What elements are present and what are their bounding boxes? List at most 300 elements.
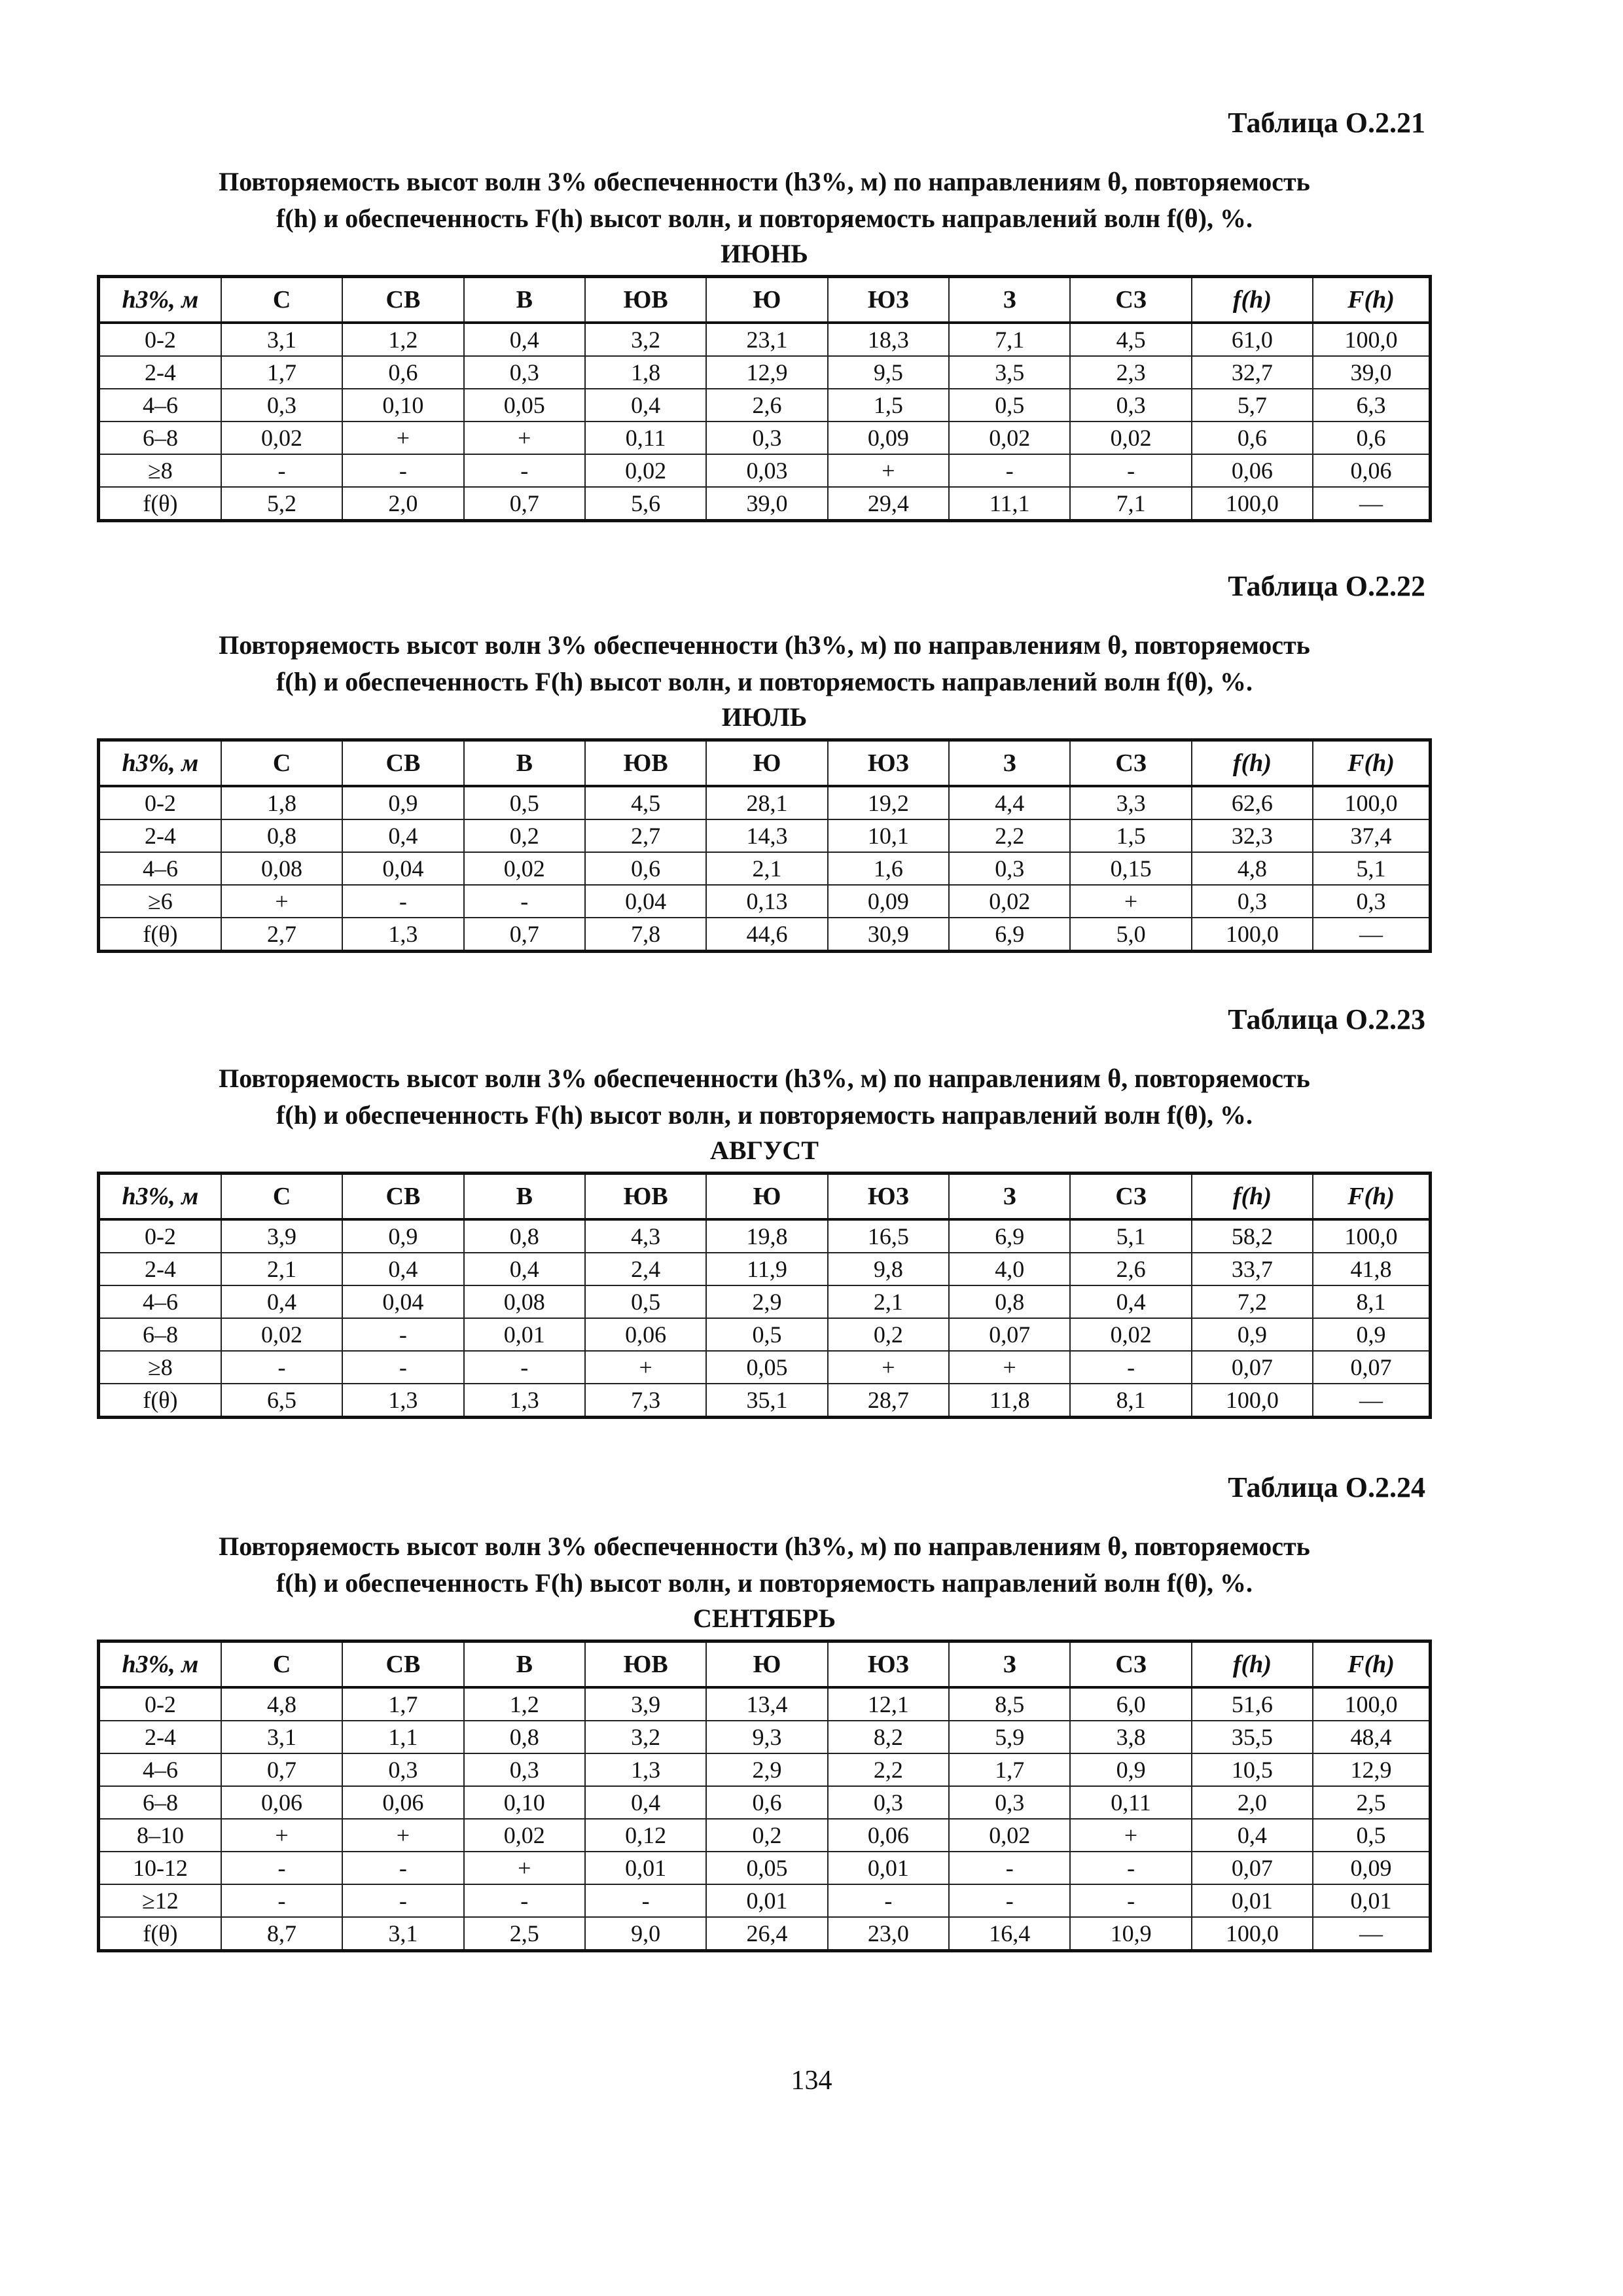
row-header-cell: 2-4: [99, 819, 221, 852]
table-section-june: [97, 105, 1432, 522]
table-cell: 1,7: [221, 356, 342, 389]
table-cell: 0,11: [585, 422, 706, 454]
table-row: [99, 786, 1431, 819]
page-number: 134: [791, 2066, 832, 2096]
row-header-cell: 10-12: [99, 1852, 221, 1884]
table-cell: 3,9: [221, 1219, 342, 1253]
table-cell: 0,02: [949, 885, 1070, 918]
column-header: Ю: [706, 740, 827, 787]
table-row: [99, 1917, 1431, 1951]
table-cell: -: [949, 1884, 1070, 1917]
table-cell: 0,02: [949, 1819, 1070, 1852]
table-cell: 0,9: [342, 1219, 463, 1253]
table-cell: —: [1313, 1384, 1430, 1418]
table-cell: 0,04: [342, 1285, 463, 1318]
table-row: [99, 1384, 1431, 1418]
table-cell: 0,06: [342, 1786, 463, 1819]
table-cell: 100,0: [1313, 1687, 1430, 1721]
table-row: [99, 885, 1431, 918]
column-header: F(h): [1313, 277, 1430, 323]
table-cell: 0,06: [828, 1819, 949, 1852]
table-cell: 7,1: [949, 323, 1070, 356]
table-cell: 5,7: [1192, 389, 1313, 422]
table-cell: 0,9: [1313, 1318, 1430, 1351]
row-header-cell: 0-2: [99, 1687, 221, 1721]
table-cell: 5,1: [1070, 1219, 1191, 1253]
table-title-line1: Повторяемость высот волн 3% обеспеченности (h3%, м) по направлениям θ, повторяемость: [219, 1532, 1310, 1561]
table-title: [97, 1528, 1432, 1602]
table-row: [99, 356, 1431, 389]
table-cell: 3,2: [585, 1721, 706, 1753]
column-header: С: [221, 277, 342, 323]
table-cell: 3,8: [1070, 1721, 1191, 1753]
table-cell: 0,5: [1313, 1819, 1430, 1852]
table-cell: -: [464, 454, 585, 487]
table-number: Таблица О.2.21: [1228, 107, 1425, 139]
table-cell: +: [342, 422, 463, 454]
table-section-september: [97, 1469, 1432, 1952]
column-header: ЮЗ: [828, 740, 949, 787]
table-row: [99, 1219, 1431, 1253]
table-cell: -: [342, 1852, 463, 1884]
table-cell: 0,02: [1070, 422, 1191, 454]
table-row: [99, 918, 1431, 952]
table-cell: 9,5: [828, 356, 949, 389]
table-cell: -: [221, 1852, 342, 1884]
table-cell: 3,3: [1070, 786, 1191, 819]
table-cell: 0,7: [464, 918, 585, 952]
table-cell: 5,9: [949, 1721, 1070, 1753]
table-cell: 5,2: [221, 487, 342, 521]
table-cell: 0,9: [1070, 1753, 1191, 1786]
table-cell: +: [585, 1351, 706, 1384]
table-cell: 0,3: [1192, 885, 1313, 918]
table-cell: 1,7: [342, 1687, 463, 1721]
table-cell: 8,2: [828, 1721, 949, 1753]
wave-table: [97, 1172, 1432, 1419]
table-cell: -: [221, 1351, 342, 1384]
table-cell: 100,0: [1192, 1917, 1313, 1951]
table-cell: 3,1: [221, 323, 342, 356]
table-cell: 2,1: [828, 1285, 949, 1318]
month-heading: СЕНТЯБРЬ: [692, 1604, 836, 1633]
table-cell: 4,5: [585, 786, 706, 819]
table-cell: +: [949, 1351, 1070, 1384]
table-cell: 0,02: [221, 422, 342, 454]
table-cell: 0,8: [464, 1219, 585, 1253]
row-header-cell: 2-4: [99, 356, 221, 389]
table-row: [99, 852, 1431, 885]
column-header: СВ: [342, 740, 463, 787]
table-cell: 8,5: [949, 1687, 1070, 1721]
table-cell: 0,07: [1192, 1852, 1313, 1884]
column-header: С: [221, 1641, 342, 1688]
column-header: СЗ: [1070, 1174, 1191, 1220]
wave-table: [97, 275, 1432, 522]
row-header-cell: f(θ): [99, 487, 221, 521]
column-header: СВ: [342, 1641, 463, 1688]
row-header-cell: 6–8: [99, 1318, 221, 1351]
table-cell: 2,3: [1070, 356, 1191, 389]
table-cell: 0,6: [1192, 422, 1313, 454]
table-cell: 8,1: [1070, 1384, 1191, 1418]
table-cell: 4,8: [1192, 852, 1313, 885]
table-cell: 10,1: [828, 819, 949, 852]
table-number: Таблица О.2.23: [1228, 1003, 1425, 1035]
table-cell: -: [1070, 1351, 1191, 1384]
table-cell: 10,5: [1192, 1753, 1313, 1786]
table-cell: —: [1313, 487, 1430, 521]
header-row: [99, 277, 1431, 323]
column-header: В: [464, 1174, 585, 1220]
table-cell: 48,4: [1313, 1721, 1430, 1753]
table-cell: 0,07: [949, 1318, 1070, 1351]
table-cell: 0,09: [828, 422, 949, 454]
table-cell: 13,4: [706, 1687, 827, 1721]
table-cell: -: [464, 1351, 585, 1384]
table-cell: 2,0: [342, 487, 463, 521]
table-cell: 6,9: [949, 918, 1070, 952]
table-cell: 14,3: [706, 819, 827, 852]
table-cell: 4,5: [1070, 323, 1191, 356]
table-cell: 0,3: [464, 1753, 585, 1786]
table-cell: 5,0: [1070, 918, 1191, 952]
column-header: f(h): [1192, 1174, 1313, 1220]
table-cell: 1,3: [342, 918, 463, 952]
table-row: [99, 1721, 1431, 1753]
column-header: СЗ: [1070, 1641, 1191, 1688]
table-cell: 0,4: [342, 1253, 463, 1285]
table-cell: 0,4: [1070, 1285, 1191, 1318]
table-cell: 32,3: [1192, 819, 1313, 852]
table-cell: +: [221, 885, 342, 918]
header-row: [99, 1174, 1431, 1220]
row-header-cell: 0-2: [99, 323, 221, 356]
column-header: СВ: [342, 1174, 463, 1220]
table-cell: -: [1070, 454, 1191, 487]
table-cell: 0,3: [1313, 885, 1430, 918]
table-row: [99, 1253, 1431, 1285]
table-cell: 12,9: [1313, 1753, 1430, 1786]
table-row: [99, 1318, 1431, 1351]
table-cell: 0,8: [221, 819, 342, 852]
table-cell: +: [342, 1819, 463, 1852]
row-header-cell: ≥8: [99, 1351, 221, 1384]
table-cell: 0,04: [585, 885, 706, 918]
table-cell: 0,3: [221, 389, 342, 422]
table-number: Таблица О.2.24: [1228, 1471, 1425, 1503]
table-cell: 1,8: [221, 786, 342, 819]
table-cell: 0,01: [1313, 1884, 1430, 1917]
table-cell: 1,3: [342, 1384, 463, 1418]
row-header-cell: f(θ): [99, 1917, 221, 1951]
table-cell: 0,02: [464, 852, 585, 885]
table-cell: 0,5: [585, 1285, 706, 1318]
table-cell: 3,5: [949, 356, 1070, 389]
table-cell: 1,6: [828, 852, 949, 885]
table-row: [99, 422, 1431, 454]
table-cell: 8,7: [221, 1917, 342, 1951]
row-header-cell: 0-2: [99, 1219, 221, 1253]
table-row: [99, 1852, 1431, 1884]
table-cell: 0,11: [1070, 1786, 1191, 1819]
table-cell: -: [221, 1884, 342, 1917]
column-header: В: [464, 740, 585, 787]
row-header-cell: 6–8: [99, 1786, 221, 1819]
column-header: З: [949, 1641, 1070, 1688]
table-cell: 11,1: [949, 487, 1070, 521]
month-heading: ИЮЛЬ: [721, 702, 808, 732]
table-row: [99, 454, 1431, 487]
table-cell: 4,4: [949, 786, 1070, 819]
column-header: h3%, м: [99, 1641, 221, 1688]
table-row: [99, 1687, 1431, 1721]
table-cell: 0,02: [464, 1819, 585, 1852]
table-cell: 1,3: [464, 1384, 585, 1418]
table-cell: 12,9: [706, 356, 827, 389]
table-cell: 3,2: [585, 323, 706, 356]
table-title-line1: Повторяемость высот волн 3% обеспеченности (h3%, м) по направлениям θ, повторяемость: [219, 167, 1310, 196]
table-cell: 5,6: [585, 487, 706, 521]
row-header-cell: f(θ): [99, 918, 221, 952]
column-header: f(h): [1192, 277, 1313, 323]
column-header: СЗ: [1070, 740, 1191, 787]
table-cell: 0,02: [221, 1318, 342, 1351]
table-cell: 2,2: [949, 819, 1070, 852]
table-cell: 29,4: [828, 487, 949, 521]
table-cell: 51,6: [1192, 1687, 1313, 1721]
table-cell: 0,9: [342, 786, 463, 819]
table-cell: 1,3: [585, 1753, 706, 1786]
table-title-line2: f(h) и обеспеченность F(h) высот волн, и повторяемость направлений волн f(θ), %.: [276, 1100, 1253, 1130]
column-header: З: [949, 1174, 1070, 1220]
table-cell: 100,0: [1192, 1384, 1313, 1418]
row-header-cell: 2-4: [99, 1253, 221, 1285]
table-cell: 19,2: [828, 786, 949, 819]
table-cell: 0,8: [464, 1721, 585, 1753]
table-cell: 0,2: [706, 1819, 827, 1852]
table-cell: 7,3: [585, 1384, 706, 1418]
table-cell: 58,2: [1192, 1219, 1313, 1253]
table-cell: 0,2: [828, 1318, 949, 1351]
table-cell: +: [464, 422, 585, 454]
table-cell: 100,0: [1313, 786, 1430, 819]
table-cell: 9,8: [828, 1253, 949, 1285]
row-header-cell: 6–8: [99, 422, 221, 454]
table-cell: 0,09: [828, 885, 949, 918]
table-cell: 1,1: [342, 1721, 463, 1753]
column-header: h3%, м: [99, 277, 221, 323]
table-cell: 0,6: [706, 1786, 827, 1819]
column-header: ЮВ: [585, 740, 706, 787]
table-cell: 1,7: [949, 1753, 1070, 1786]
table-cell: 2,9: [706, 1753, 827, 1786]
table-row: [99, 389, 1431, 422]
table-cell: 3,9: [585, 1687, 706, 1721]
table-cell: 39,0: [1313, 356, 1430, 389]
table-cell: 0,4: [1192, 1819, 1313, 1852]
table-cell: 3,1: [221, 1721, 342, 1753]
table-cell: 6,9: [949, 1219, 1070, 1253]
table-cell: 0,02: [585, 454, 706, 487]
row-header-cell: ≥8: [99, 454, 221, 487]
table-cell: 0,01: [464, 1318, 585, 1351]
table-cell: 1,5: [1070, 819, 1191, 852]
column-header: Ю: [706, 277, 827, 323]
table-cell: 0,10: [342, 389, 463, 422]
table-cell: 0,5: [949, 389, 1070, 422]
table-cell: 1,2: [464, 1687, 585, 1721]
table-cell: 9,0: [585, 1917, 706, 1951]
table-cell: -: [221, 454, 342, 487]
column-header: F(h): [1313, 740, 1430, 787]
table-cell: —: [1313, 1917, 1430, 1951]
table-cell: 100,0: [1313, 1219, 1430, 1253]
table-cell: 0,8: [949, 1285, 1070, 1318]
table-row: [99, 1884, 1431, 1917]
table-cell: 0,4: [342, 819, 463, 852]
column-header: ЮЗ: [828, 1641, 949, 1688]
column-header: З: [949, 740, 1070, 787]
table-cell: -: [342, 1884, 463, 1917]
table-cell: -: [1070, 1884, 1191, 1917]
table-title-line1: Повторяемость высот волн 3% обеспеченности (h3%, м) по направлениям θ, повторяемость: [219, 630, 1310, 660]
table-cell: 1,8: [585, 356, 706, 389]
table-cell: 0,3: [342, 1753, 463, 1786]
table-cell: +: [464, 1852, 585, 1884]
column-header: Ю: [706, 1641, 827, 1688]
column-header: ЮЗ: [828, 1174, 949, 1220]
row-header-cell: 4–6: [99, 389, 221, 422]
table-cell: +: [1070, 1819, 1191, 1852]
table-cell: 0,7: [221, 1753, 342, 1786]
table-cell: 0,06: [585, 1318, 706, 1351]
table-cell: -: [949, 454, 1070, 487]
header-row: [99, 740, 1431, 787]
column-header: СЗ: [1070, 277, 1191, 323]
table-cell: 35,5: [1192, 1721, 1313, 1753]
table-cell: 37,4: [1313, 819, 1430, 852]
table-cell: 0,4: [464, 323, 585, 356]
table-cell: 0,5: [706, 1318, 827, 1351]
table-row: [99, 1786, 1431, 1819]
table-cell: -: [949, 1852, 1070, 1884]
column-header: f(h): [1192, 740, 1313, 787]
table-cell: 0,4: [221, 1285, 342, 1318]
table-cell: 1,5: [828, 389, 949, 422]
column-header: С: [221, 740, 342, 787]
table-cell: 12,1: [828, 1687, 949, 1721]
column-header: З: [949, 277, 1070, 323]
table-cell: 100,0: [1313, 323, 1430, 356]
table-cell: -: [585, 1884, 706, 1917]
table-cell: 0,04: [342, 852, 463, 885]
table-cell: +: [221, 1819, 342, 1852]
table-cell: 2,2: [828, 1753, 949, 1786]
table-cell: 23,0: [828, 1917, 949, 1951]
table-title: [97, 1060, 1432, 1134]
row-header-cell: 4–6: [99, 852, 221, 885]
table-cell: 4,3: [585, 1219, 706, 1253]
table-cell: 0,6: [342, 356, 463, 389]
table-cell: 0,4: [585, 389, 706, 422]
table-cell: 10,9: [1070, 1917, 1191, 1951]
table-cell: 0,07: [1313, 1351, 1430, 1384]
column-header: ЮВ: [585, 277, 706, 323]
table-cell: 8,1: [1313, 1285, 1430, 1318]
table-cell: 44,6: [706, 918, 827, 952]
table-cell: —: [1313, 918, 1430, 952]
table-cell: 2,9: [706, 1285, 827, 1318]
table-cell: -: [342, 1318, 463, 1351]
row-header-cell: ≥6: [99, 885, 221, 918]
table-row: [99, 1753, 1431, 1786]
table-cell: 0,01: [1192, 1884, 1313, 1917]
column-header: ЮВ: [585, 1174, 706, 1220]
table-cell: 5,1: [1313, 852, 1430, 885]
table-cell: 16,5: [828, 1219, 949, 1253]
month-heading: АВГУСТ: [710, 1136, 819, 1165]
table-cell: 7,1: [1070, 487, 1191, 521]
table-cell: 2,5: [464, 1917, 585, 1951]
column-header: F(h): [1313, 1174, 1430, 1220]
header-row: [99, 1641, 1431, 1688]
table-title: [97, 627, 1432, 700]
column-header: Ю: [706, 1174, 827, 1220]
table-cell: 1,2: [342, 323, 463, 356]
row-header-cell: f(θ): [99, 1384, 221, 1418]
table-cell: 0,6: [1313, 422, 1430, 454]
table-cell: 2,7: [221, 918, 342, 952]
table-cell: 2,4: [585, 1253, 706, 1285]
row-header-cell: 0-2: [99, 786, 221, 819]
column-header: ЮВ: [585, 1641, 706, 1688]
table-cell: -: [342, 1351, 463, 1384]
table-cell: -: [342, 454, 463, 487]
table-cell: +: [1070, 885, 1191, 918]
table-row: [99, 487, 1431, 521]
table-cell: 2,6: [1070, 1253, 1191, 1285]
table-cell: 0,01: [585, 1852, 706, 1884]
table-cell: 0,5: [464, 786, 585, 819]
table-cell: 2,6: [706, 389, 827, 422]
column-header: F(h): [1313, 1641, 1430, 1688]
table-cell: 6,0: [1070, 1687, 1191, 1721]
table-title-line2: f(h) и обеспеченность F(h) высот волн, и повторяемость направлений волн f(θ), %.: [276, 667, 1253, 696]
table-cell: 6,5: [221, 1384, 342, 1418]
column-header: h3%, м: [99, 1174, 221, 1220]
table-cell: 0,4: [585, 1786, 706, 1819]
row-header-cell: ≥12: [99, 1884, 221, 1917]
table-cell: 100,0: [1192, 918, 1313, 952]
table-cell: 19,8: [706, 1219, 827, 1253]
table-cell: 0,03: [706, 454, 827, 487]
table-title-line1: Повторяемость высот волн 3% обеспеченности (h3%, м) по направлениям θ, повторяемость: [219, 1064, 1310, 1093]
table-cell: 28,1: [706, 786, 827, 819]
table-cell: 0,3: [464, 356, 585, 389]
table-section-july: [97, 568, 1432, 953]
column-header: h3%, м: [99, 740, 221, 787]
table-cell: 0,3: [706, 422, 827, 454]
table-cell: 2,0: [1192, 1786, 1313, 1819]
table-cell: 0,05: [706, 1351, 827, 1384]
table-cell: -: [342, 885, 463, 918]
table-cell: 0,7: [464, 487, 585, 521]
row-header-cell: 8–10: [99, 1819, 221, 1852]
table-cell: 0,10: [464, 1786, 585, 1819]
table-cell: 11,8: [949, 1384, 1070, 1418]
column-header: В: [464, 1641, 585, 1688]
